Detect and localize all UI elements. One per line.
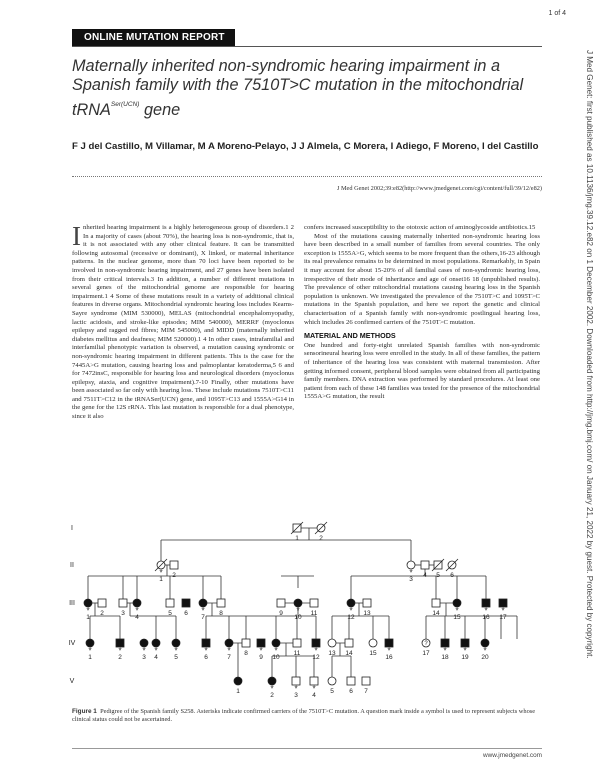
pedigree-male	[362, 677, 370, 685]
pedigree-carrier-asterisk: *	[387, 646, 391, 656]
pedigree-female	[328, 677, 336, 685]
pedigree-carrier-asterisk: *	[201, 606, 205, 616]
pedigree-individual-number: 3	[121, 610, 125, 617]
pedigree-individual-number: 4	[312, 692, 316, 699]
pedigree-generation-numeral: IV	[68, 640, 76, 647]
body-column-left	[72, 221, 294, 422]
pedigree-male	[421, 561, 429, 569]
title-suffix: gene	[139, 101, 181, 119]
badge-rule	[72, 46, 542, 47]
pedigree-carrier-asterisk: *	[270, 684, 274, 694]
pedigree-individual-number: 1	[88, 654, 92, 661]
title-superscript: Ser(UCN)	[110, 101, 140, 108]
pedigree-male	[363, 599, 371, 607]
pedigree-male	[119, 599, 127, 607]
pedigree-individual-number: 2	[118, 654, 122, 661]
pedigree-carrier-asterisk: *	[159, 568, 163, 578]
pedigree-individual-number: 14	[432, 610, 440, 617]
pedigree-male	[242, 639, 250, 647]
section-badge: ONLINE MUTATION REPORT	[72, 29, 235, 46]
pedigree-individual-number: 13	[328, 650, 336, 657]
pedigree-individual-number: 2	[270, 692, 274, 699]
pedigree-individual-number: 2	[319, 535, 323, 542]
pedigree-individual-number: 6	[349, 688, 353, 695]
side-copyright-notice	[582, 50, 596, 740]
pedigree-individual-number: 6	[450, 572, 454, 579]
drop-cap: I	[72, 221, 81, 251]
pedigree-individual-number: 2	[100, 610, 104, 617]
pedigree-carrier-asterisk: *	[135, 606, 139, 616]
pedigree-carrier-asterisk: *	[118, 646, 122, 656]
pedigree-individual-number: 1	[295, 535, 299, 542]
pedigree-individual-number: 12	[347, 614, 355, 621]
pedigree-carrier-asterisk: *	[314, 646, 318, 656]
pedigree-individual-number: 7	[364, 688, 368, 695]
section-heading: MATERIAL AND METHODS	[304, 331, 396, 341]
pedigree-carrier-asterisk: *	[86, 606, 90, 616]
pedigree-individual-number: 8	[219, 610, 223, 617]
pedigree-male	[166, 599, 174, 607]
pedigree-carrier-asterisk: *	[296, 606, 300, 616]
pedigree-individual-number: 11	[293, 650, 301, 657]
pedigree-male	[170, 561, 178, 569]
pedigree-chart	[66, 518, 546, 706]
pedigree-individual-number: 10	[294, 614, 302, 621]
title-main: Maternally inherited non-syndromic hearing impairment in a Spanish family with the 7510T>C mutation in the mitochondrial tRNA	[72, 57, 524, 119]
pedigree-male	[277, 599, 285, 607]
pedigree-individual-number: 5	[168, 610, 172, 617]
footer-url: www.jmedgenet.com	[483, 752, 542, 759]
page-number: 1 of 4	[548, 10, 566, 17]
pedigree-question-mark: ?	[424, 641, 428, 648]
pedigree-individual-number: 18	[441, 654, 449, 661]
pedigree-individual-number: 15	[453, 614, 461, 621]
pedigree-carrier-asterisk: *	[154, 646, 158, 656]
pedigree-female	[369, 639, 377, 647]
pedigree-individual-number: 14	[345, 650, 353, 657]
pedigree-carrier-asterisk: *	[204, 646, 208, 656]
pedigree-carrier-asterisk: *	[501, 606, 505, 616]
pedigree-individual-number: 20	[481, 654, 489, 661]
pedigree-male	[310, 599, 318, 607]
pedigree-individual-number: 4	[423, 572, 427, 579]
pedigree-individual-number: 5	[436, 572, 440, 579]
pedigree-individual-number: 10	[272, 654, 280, 661]
pedigree-individual-number: 5	[330, 688, 334, 695]
pedigree-individual-number: 6	[184, 610, 188, 617]
figure-caption	[72, 708, 542, 724]
pedigree-female	[234, 677, 242, 685]
pedigree-carrier-asterisk: *	[259, 646, 263, 656]
pedigree-generation-numeral: I	[71, 525, 73, 532]
pedigree-male	[293, 639, 301, 647]
pedigree-male	[432, 599, 440, 607]
pedigree-male	[182, 599, 190, 607]
pedigree-carrier-asterisk: *	[409, 568, 413, 578]
pedigree-individual-number: 1	[236, 688, 240, 695]
pedigree-female	[328, 639, 336, 647]
pedigree-individual-number: 16	[482, 614, 490, 621]
pedigree-individual-number: 9	[259, 654, 263, 661]
pedigree-individual-number: 1	[86, 614, 90, 621]
figure-caption-text: Pedigree of the Spanish family S258. Asterisks indicate confirmed carriers of the 7510T>C mutation. A question mark inside a symbol is used to represent subjects whose clinical status could not be ascertained.	[72, 708, 536, 723]
pedigree-individual-number: 8	[244, 650, 248, 657]
pedigree-individual-number: 3	[142, 654, 146, 661]
pedigree-carrier-asterisk: *	[227, 646, 231, 656]
pedigree-generation-numeral: III	[69, 600, 75, 607]
pedigree-carrier-asterisk: *	[443, 646, 447, 656]
pedigree-individual-number: 3	[294, 692, 298, 699]
pedigree-generation-numeral: V	[69, 678, 75, 685]
pedigree-individual-number: 17	[499, 614, 507, 621]
dotted-divider	[72, 176, 542, 177]
pedigree-carrier-asterisk: *	[274, 646, 278, 656]
pedigree-individual-number: 2	[172, 572, 176, 579]
pedigree-individual-number: 19	[461, 654, 469, 661]
pedigree-male	[345, 639, 353, 647]
pedigree-individual-number: 9	[279, 610, 283, 617]
pedigree-carrier-asterisk: *	[142, 646, 146, 656]
pedigree-individual-number: 13	[363, 610, 371, 617]
pedigree-carrier-asterisk: *	[455, 606, 459, 616]
pedigree-carrier-asterisk: *	[88, 646, 92, 656]
pedigree-carrier-asterisk: *	[483, 646, 487, 656]
pedigree-carrier-asterisk: *	[294, 684, 298, 694]
article-title	[72, 57, 552, 120]
pedigree-individual-number: 3	[409, 576, 413, 583]
intro-paragraph: nherited hearing impairment is a highly heterogeneous group of disorders.1 2 In a majority of cases (about 70%), the hearing loss is non-syndromic, that is, it is not associated with any other clinical feature. It can be transmitted following autosomal (recessive or dominant), X linked, or maternal inheritance patterns. In the nuclear genome, more than 70 loci have been reported to be involved in non-syndromic hearing impairment, and 27 genes have been isolated from their critical intervals.3 In addition, a number of different mutations in several genes of the mitochondrial genome are responsible for hearing impairment.1 4 Some of these mutations result in a variety of additional clinical features in diverse organs. Mitochondrial syndromic hearing loss includes Kearns-Sayre syndrome (MIM 530000), MELAS (mitochondrial encephalomyopathy, lactic acidosis, and stroke-like episodes; MIM 540000), MERRF (myoclonus epilepsy and ragged red fibres; MIM 545000), and MIDD (maternally inherited diabetes mellitus and deafness; MIM 520000).1 4 In other cases, intrafamilial and interfamilial phenotypic variation is observed, a mutation causing syndromic or non-syndromic hearing impairment in different patients. This is the case for the 7445A>G mutation, causing hearing loss and palmoplantar keratoderma,5 6 and for 7472insC, responsible for hearing loss and neurological disorders (myoclonus epilepsy, ataxia, and cognitive impairment).7-10 Finally, other mutations have been associated so far only with hearing loss. These include mutations 7510T>C11 and 7511T>C12 in the tRNASer(UCN) gene, and 1095T>C13 and 1555A>G14 in the gene for the 12S rRNA. This last mutation is responsible for a dual phenotype, since it also	[72, 224, 294, 421]
author-list: F J del Castillo, M Villamar, M A Moreno-Pelayo, J J Almela, C Morera, I Adiego, F Moreno, I del Castillo	[72, 141, 539, 152]
pedigree-individual-number: 11	[310, 610, 318, 617]
footer-rule	[72, 748, 542, 749]
pedigree-carrier-asterisk: *	[312, 684, 316, 694]
pedigree-carrier-asterisk: *	[463, 646, 467, 656]
pedigree-individual-number: 4	[154, 654, 158, 661]
pedigree-individual-number: 12	[312, 654, 320, 661]
pedigree-carrier-asterisk: *	[174, 646, 178, 656]
figure-label: Figure 1	[72, 708, 97, 715]
pedigree-individual-number: 6	[204, 654, 208, 661]
pedigree-carrier-asterisk: *	[484, 606, 488, 616]
pedigree-carrier-asterisk: *	[349, 606, 353, 616]
pedigree-labels	[69, 525, 507, 699]
paragraph-methods: One hundred and forty-eight unrelated Spanish families with non-syndromic sensorineural hearing loss were enrolled in the study. In all of these families, the pattern of inheritance of the hearing loss was consistent with maternal transmission. After getting informed consent, peripheral blood samples were obtained from all participating family members. DNA extraction was performed by standard procedures. At least one patient from each of these 148 families was tested for the presence of the mitochondrial 1555A>G mutation, the result	[304, 341, 540, 401]
pedigree-individual-number: 4	[135, 614, 139, 621]
pedigree-individual-number: 5	[174, 654, 178, 661]
paragraph-prevalence: Most of the mutations causing maternally inherited non-syndromic hearing loss have been described in a small number of families from several countries. The only exception is 1555A>G, which seems to be more frequent than the others,16-23 although its real prevalence remains to be determined in most populations. Remarkably, in Spain it may account for about 15-20% of all familial cases of non-syndromic hearing loss, irrespective of their mode of inheritance and age of onset16 18 (unpublished results). The prevalence of other mitochondrial mutations causing hearing loss in the Spanish population is unknown. We investigated the prevalence of the 7510T>C and 1095T>C mutations in the Spanish population, and here we report the genetic and clinical characterisation of a Spanish family with non-syndromic postlingual hearing loss, which includes 26 confirmed carriers of the 7510T>C mutation.	[304, 232, 540, 326]
paragraph-continued: confers increased susceptibility to the ototoxic action of aminoglycoside antibiotics.15	[304, 224, 536, 231]
pedigree-individual-number: 15	[369, 650, 377, 657]
pedigree-individual-number: 7	[201, 614, 205, 621]
pedigree-individual-number: 16	[385, 654, 393, 661]
pedigree-generation-numeral: II	[70, 562, 74, 569]
pedigree-male	[217, 599, 225, 607]
citation-line: J Med Genet 2002;39:e82(http://www.jmedgenet.com/cgi/content/full/39/12/e82)	[336, 185, 542, 192]
body-column-right	[304, 224, 540, 402]
pedigree-individual-number: 7	[227, 654, 231, 661]
pedigree-male	[347, 677, 355, 685]
side-notice-text: J Med Genet: first published as 10.1136/jmg.39.12.e82 on 1 December 2002. Downloaded from http://jmg.bmj.com/ on January 21, 2022 by guest. Protected by copyright.	[585, 50, 594, 659]
pedigree-male	[98, 599, 106, 607]
pedigree-individual-number: 1	[159, 576, 163, 583]
pedigree-individual-number: 17	[422, 650, 430, 657]
